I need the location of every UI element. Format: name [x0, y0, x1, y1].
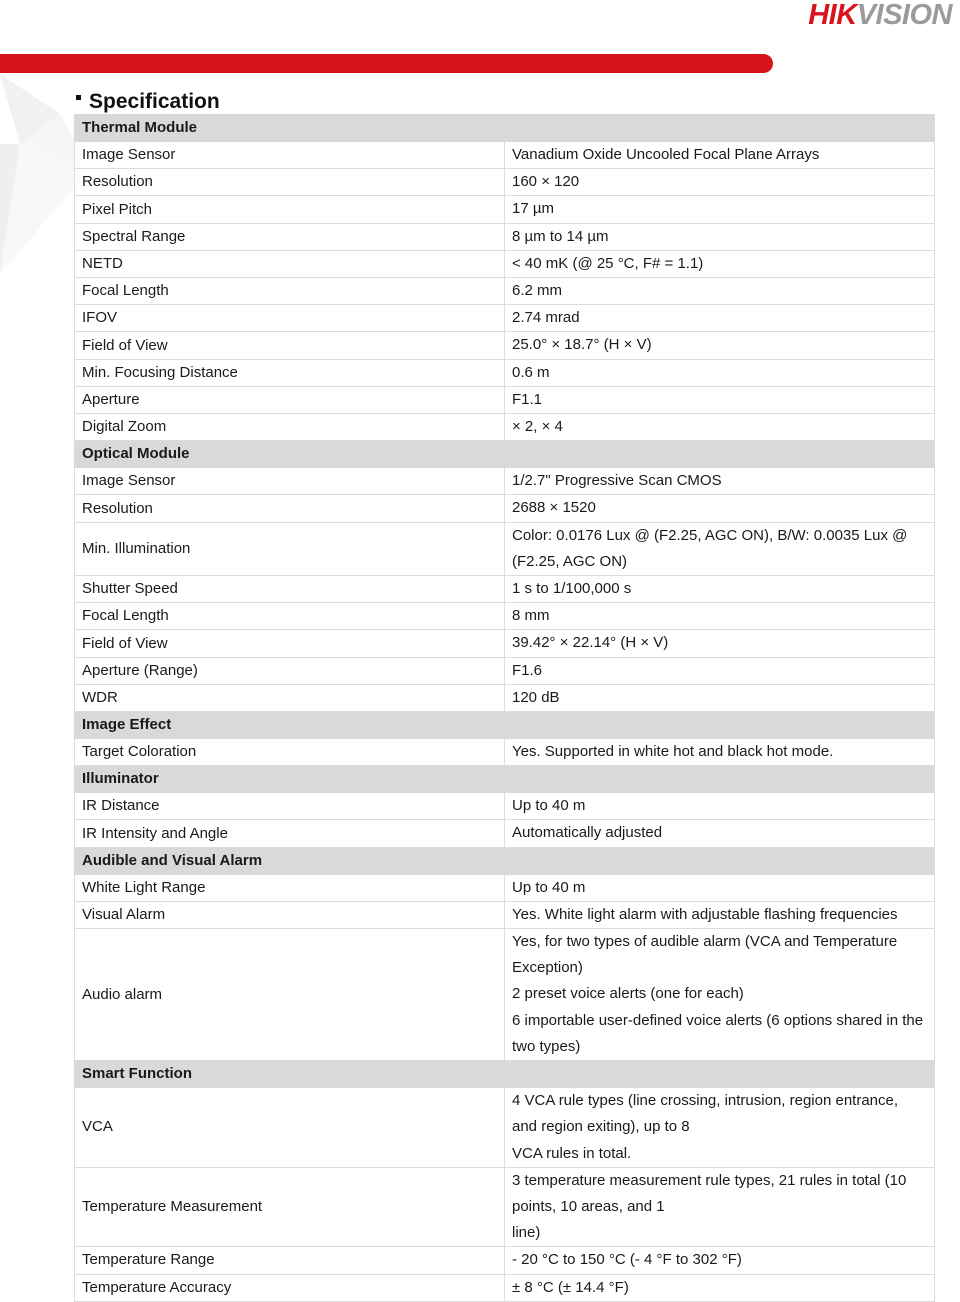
- spec-label: VCA: [75, 1088, 505, 1168]
- spec-value: [505, 820, 935, 847]
- spec-label: Field of View: [75, 332, 505, 359]
- spec-value: [505, 468, 935, 495]
- specification-table-body: [75, 115, 935, 1302]
- spec-value: [505, 223, 935, 250]
- spec-value-line: 2688 × 1520: [512, 499, 596, 517]
- spec-value: [505, 576, 935, 603]
- header-red-bar: [0, 54, 773, 73]
- table-row: [75, 278, 935, 305]
- table-row: [75, 1247, 935, 1274]
- spec-value-line: 2 preset voice alerts (one for each): [512, 985, 744, 1003]
- table-row: [75, 603, 935, 630]
- spec-value-line: 0.6 m: [512, 363, 550, 381]
- spec-label: Audio alarm: [75, 929, 505, 1061]
- table-section-header: [75, 1061, 935, 1088]
- spec-label: Resolution: [75, 169, 505, 196]
- spec-value: [505, 630, 935, 657]
- table-row: [75, 522, 935, 575]
- spec-value-line: Color: 0.0176 Lux @ (F2.25, AGC ON), B/W: 0.0035 Lux @ (F2.25, AGC ON): [512, 526, 908, 570]
- table-row: [75, 414, 935, 441]
- spec-value: [505, 522, 935, 575]
- section-header-label: Audible and Visual Alarm: [75, 847, 935, 874]
- table-row: [75, 196, 935, 223]
- section-title: [76, 89, 220, 115]
- spec-label: White Light Range: [75, 874, 505, 901]
- spec-label: IR Intensity and Angle: [75, 820, 505, 847]
- section-header-label: Optical Module: [75, 441, 935, 468]
- table-section-header: [75, 712, 935, 739]
- spec-value-line: 6 importable user-defined voice alerts (6 options shared in the two types): [512, 1011, 924, 1055]
- table-row: [75, 223, 935, 250]
- spec-value-line: 2.74 mrad: [512, 309, 580, 327]
- spec-label: Pixel Pitch: [75, 196, 505, 223]
- table-section-header: [75, 847, 935, 874]
- section-header-label: Thermal Module: [75, 115, 935, 142]
- table-section-header: [75, 115, 935, 142]
- spec-value-line: 120 dB: [512, 688, 560, 706]
- spec-label: Aperture (Range): [75, 657, 505, 684]
- spec-value-line: 17 µm: [512, 200, 554, 218]
- section-header-label: Smart Function: [75, 1061, 935, 1088]
- table-row: [75, 739, 935, 766]
- spec-value: [505, 278, 935, 305]
- spec-label: Field of View: [75, 630, 505, 657]
- spec-value: [505, 603, 935, 630]
- spec-value-line: 1/2.7" Progressive Scan CMOS: [512, 472, 722, 490]
- table-row: [75, 630, 935, 657]
- spec-value-line: 25.0° × 18.7° (H × V): [512, 336, 652, 354]
- table-row: [75, 1167, 935, 1247]
- spec-value: [505, 1247, 935, 1274]
- spec-value-line: × 2, × 4: [512, 418, 563, 436]
- spec-label: IR Distance: [75, 793, 505, 820]
- section-header-label: Illuminator: [75, 766, 935, 793]
- spec-label: Spectral Range: [75, 223, 505, 250]
- table-row: [75, 1088, 935, 1168]
- table-row: [75, 359, 935, 386]
- spec-label: Target Coloration: [75, 739, 505, 766]
- table-row: [75, 684, 935, 711]
- section-title-text: Specification: [89, 90, 220, 113]
- spec-value: [505, 169, 935, 196]
- spec-value-line: Yes. Supported in white hot and black hot mode.: [512, 743, 834, 761]
- spec-value-line: Yes, for two types of audible alarm (VCA and Temperature Exception): [512, 933, 898, 977]
- table-section-header: [75, 441, 935, 468]
- spec-value-line: 8 mm: [512, 607, 550, 625]
- table-row: [75, 1274, 935, 1301]
- table-row: [75, 820, 935, 847]
- spec-label: Digital Zoom: [75, 414, 505, 441]
- spec-value-line: 8 µm to 14 µm: [512, 227, 609, 245]
- spec-label: Temperature Measurement: [75, 1167, 505, 1247]
- spec-label: Image Sensor: [75, 142, 505, 169]
- spec-value: [505, 196, 935, 223]
- table-row: [75, 793, 935, 820]
- spec-value: [505, 684, 935, 711]
- spec-value-line: 160 × 120: [512, 173, 580, 191]
- spec-value: [505, 250, 935, 277]
- spec-value: [505, 739, 935, 766]
- spec-label: NETD: [75, 250, 505, 277]
- table-row: [75, 657, 935, 684]
- spec-label: Min. Focusing Distance: [75, 359, 505, 386]
- section-header-label: Image Effect: [75, 712, 935, 739]
- spec-value-line: F1.1: [512, 390, 543, 408]
- spec-value: [505, 1274, 935, 1301]
- spec-value-line: Automatically adjusted: [512, 824, 663, 842]
- spec-value: [505, 901, 935, 928]
- logo-part-2: VISION: [856, 0, 952, 31]
- spec-value-line: line): [512, 1224, 541, 1242]
- spec-label: Aperture: [75, 386, 505, 413]
- spec-value-line: Yes. White light alarm with adjustable flashing frequencies: [512, 905, 898, 923]
- logo-part-1: HIK: [808, 0, 857, 31]
- spec-label: Resolution: [75, 495, 505, 522]
- spec-value-line: 39.42° × 22.14° (H × V): [512, 634, 669, 652]
- spec-value-line: ± 8 °C (± 14.4 °F): [512, 1278, 629, 1296]
- table-row: [75, 305, 935, 332]
- spec-value: [505, 142, 935, 169]
- spec-label: IFOV: [75, 305, 505, 332]
- spec-value-line: < 40 mK (@ 25 °C, F# = 1.1): [512, 254, 704, 272]
- spec-value: [505, 874, 935, 901]
- spec-label: Focal Length: [75, 603, 505, 630]
- table-row: [75, 169, 935, 196]
- spec-label: Temperature Accuracy: [75, 1274, 505, 1301]
- spec-label: Temperature Range: [75, 1247, 505, 1274]
- spec-value-line: Vanadium Oxide Uncooled Focal Plane Arrays: [512, 146, 820, 163]
- table-row: [75, 901, 935, 928]
- spec-value: [505, 414, 935, 441]
- hikvision-logo: [808, 0, 952, 32]
- spec-value: [505, 332, 935, 359]
- spec-value-line: VCA rules in total.: [512, 1144, 632, 1162]
- spec-label: Shutter Speed: [75, 576, 505, 603]
- spec-value: [505, 929, 935, 1061]
- table-row: [75, 332, 935, 359]
- spec-value: [505, 657, 935, 684]
- table-row: [75, 250, 935, 277]
- table-row: [75, 386, 935, 413]
- spec-label: Focal Length: [75, 278, 505, 305]
- table-row: [75, 929, 935, 1061]
- bullet-icon: [76, 95, 81, 100]
- spec-value: [505, 305, 935, 332]
- spec-value-line: Up to 40 m: [512, 878, 586, 896]
- spec-value-line: 4 VCA rule types (line crossing, intrusion, region entrance, and region exiting), up to 8: [512, 1092, 899, 1136]
- table-row: [75, 142, 935, 169]
- spec-value-line: - 20 °C to 150 °C (- 4 °F to 302 °F): [512, 1251, 742, 1269]
- spec-label: WDR: [75, 684, 505, 711]
- spec-value-line: 3 temperature measurement rule types, 21 rules in total (10 points, 10 areas, and 1: [512, 1171, 907, 1215]
- spec-value-line: F1.6: [512, 661, 543, 679]
- table-row: [75, 576, 935, 603]
- spec-value: [505, 359, 935, 386]
- spec-value: [505, 1088, 935, 1168]
- table-section-header: [75, 766, 935, 793]
- spec-value: [505, 793, 935, 820]
- spec-value-line: 6.2 mm: [512, 282, 563, 300]
- spec-label: Min. Illumination: [75, 522, 505, 575]
- spec-value-line: Up to 40 m: [512, 797, 586, 815]
- spec-value: [505, 386, 935, 413]
- spec-label: Visual Alarm: [75, 901, 505, 928]
- table-row: [75, 874, 935, 901]
- spec-value-line: 1 s to 1/100,000 s: [512, 580, 632, 598]
- spec-value: [505, 495, 935, 522]
- table-row: [75, 495, 935, 522]
- spec-value: [505, 1167, 935, 1247]
- specification-table: [74, 114, 935, 1302]
- spec-label: Image Sensor: [75, 468, 505, 495]
- table-row: [75, 468, 935, 495]
